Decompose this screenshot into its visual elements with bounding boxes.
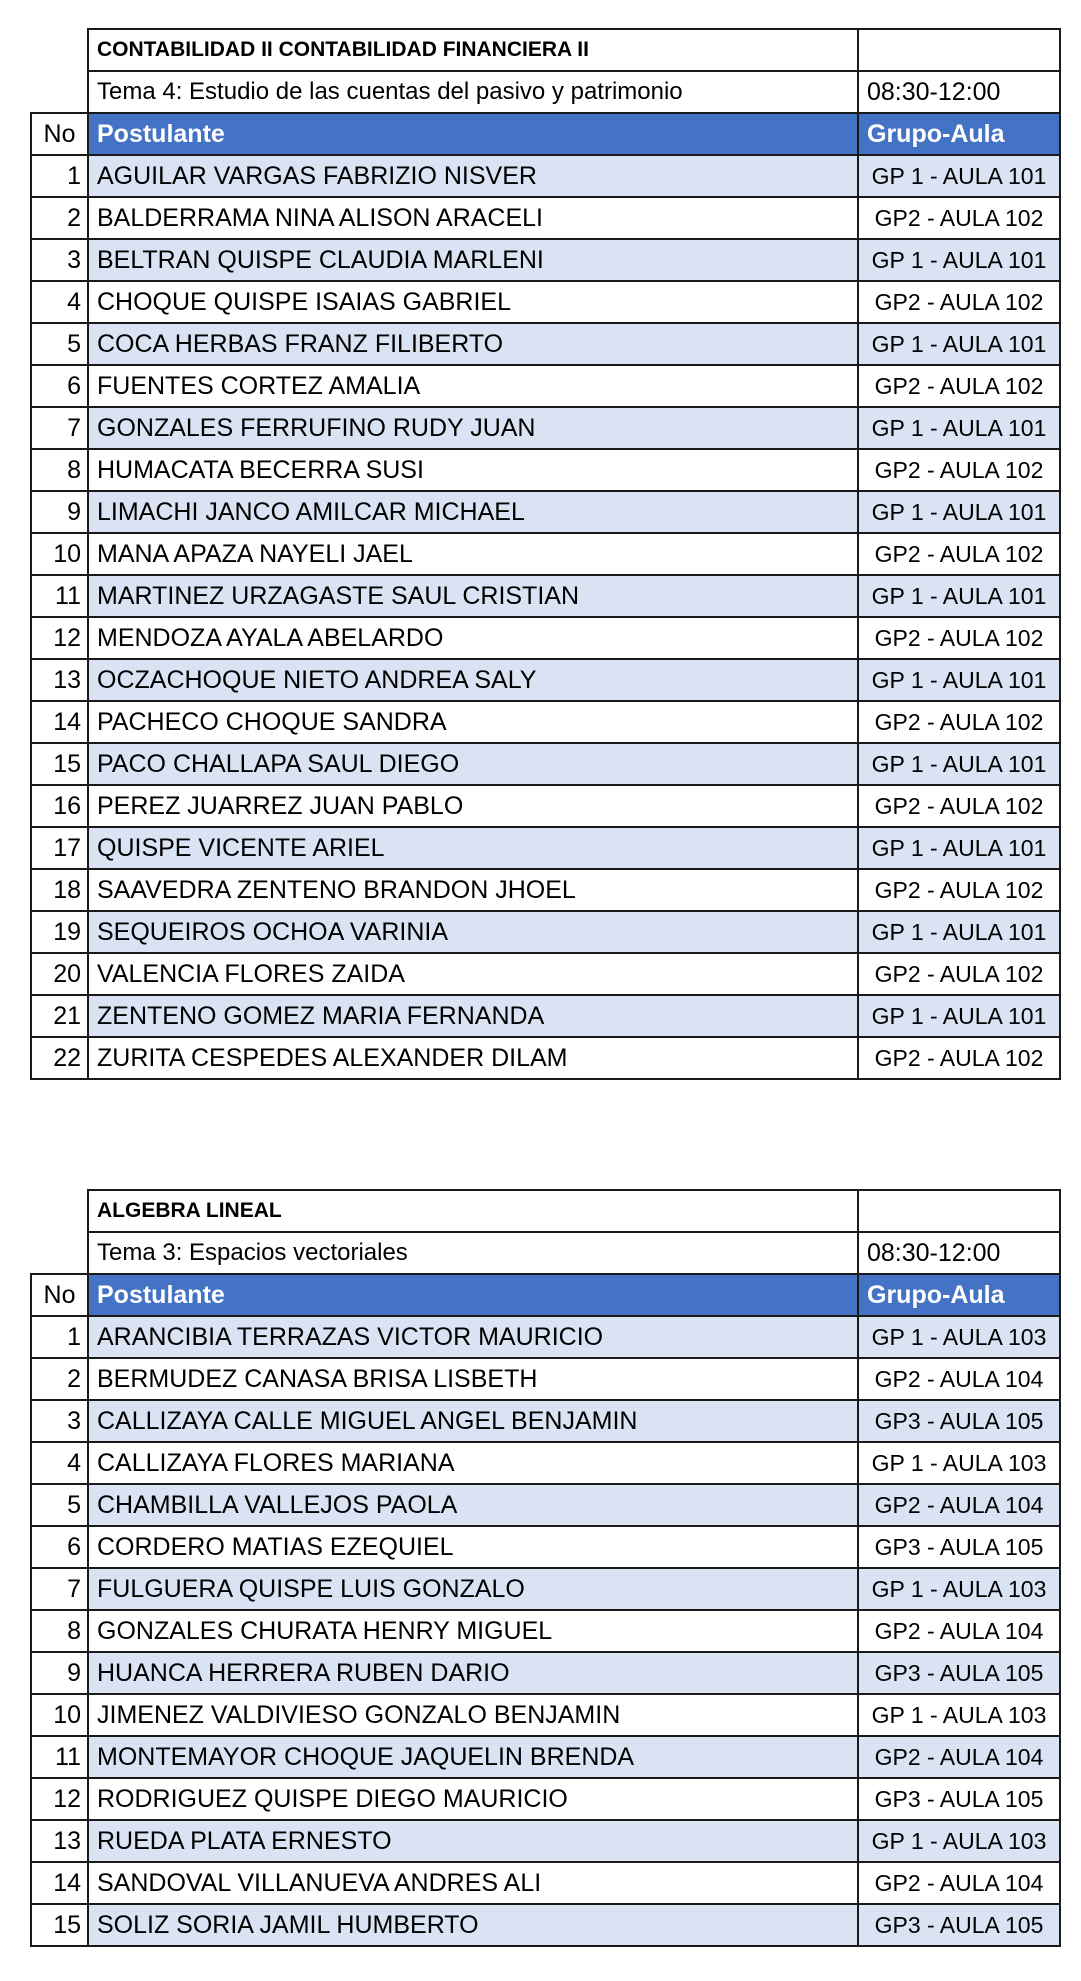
row-number: 10 (31, 533, 88, 575)
grupo-aula: GP 1 - AULA 101 (858, 323, 1060, 365)
postulante-name: ARANCIBIA TERRAZAS VICTOR MAURICIO (88, 1316, 858, 1358)
row-number: 15 (31, 743, 88, 785)
postulante-name: BERMUDEZ CANASA BRISA LISBETH (88, 1358, 858, 1400)
table-row (31, 1526, 1060, 1568)
row-number: 11 (31, 1736, 88, 1778)
postulante-name: LIMACHI JANCO AMILCAR MICHAEL (88, 491, 858, 533)
postulante-name: ZENTENO GOMEZ MARIA FERNANDA (88, 995, 858, 1037)
table-row (31, 701, 1060, 743)
grupo-aula: GP 1 - AULA 101 (858, 407, 1060, 449)
table-header-row (31, 1274, 1060, 1316)
table-row (31, 1610, 1060, 1652)
row-number: 20 (31, 953, 88, 995)
row-number: 5 (31, 323, 88, 365)
postulante-name: MENDOZA AYALA ABELARDO (88, 617, 858, 659)
row-number: 8 (31, 1610, 88, 1652)
row-number: 14 (31, 1862, 88, 1904)
grupo-aula: GP3 - AULA 105 (858, 1652, 1060, 1694)
row-number: 10 (31, 1694, 88, 1736)
row-number: 9 (31, 1652, 88, 1694)
grupo-aula: GP 1 - AULA 103 (858, 1316, 1060, 1358)
table-row (31, 197, 1060, 239)
table-row (31, 659, 1060, 701)
postulante-name: FULGUERA QUISPE LUIS GONZALO (88, 1568, 858, 1610)
table-row (31, 743, 1060, 785)
postulante-name: VALENCIA FLORES ZAIDA (88, 953, 858, 995)
grupo-aula: GP 1 - AULA 101 (858, 575, 1060, 617)
postulante-name: GONZALES CHURATA HENRY MIGUEL (88, 1610, 858, 1652)
grupo-aula: GP3 - AULA 105 (858, 1400, 1060, 1442)
grupo-aula: GP 1 - AULA 101 (858, 995, 1060, 1037)
section-title: ALGEBRA LINEAL (88, 1190, 858, 1232)
table-row (31, 869, 1060, 911)
schedule-table-algebra (30, 1189, 1061, 1947)
grupo-aula: GP 1 - AULA 101 (858, 827, 1060, 869)
section-time: 08:30-12:00 (858, 71, 1060, 113)
table-row (31, 323, 1060, 365)
postulante-name: CALLIZAYA FLORES MARIANA (88, 1442, 858, 1484)
section-topic: Tema 4: Estudio de las cuentas del pasivo y patrimonio (88, 71, 858, 113)
table-row (31, 1037, 1060, 1079)
grupo-aula: GP3 - AULA 105 (858, 1904, 1060, 1946)
postulante-name: HUMACATA BECERRA SUSI (88, 449, 858, 491)
grupo-aula: GP 1 - AULA 101 (858, 743, 1060, 785)
grupo-aula: GP 1 - AULA 101 (858, 911, 1060, 953)
grupo-aula: GP2 - AULA 104 (858, 1358, 1060, 1400)
header-name: Postulante (88, 113, 858, 155)
postulante-name: CHOQUE QUISPE ISAIAS GABRIEL (88, 281, 858, 323)
postulante-name: ZURITA CESPEDES ALEXANDER DILAM (88, 1037, 858, 1079)
table-row (31, 911, 1060, 953)
postulante-name: BALDERRAMA NINA ALISON ARACELI (88, 197, 858, 239)
postulante-name: PACHECO CHOQUE SANDRA (88, 701, 858, 743)
table-row (31, 1862, 1060, 1904)
grupo-aula: GP2 - AULA 102 (858, 449, 1060, 491)
table-row (31, 491, 1060, 533)
table-row (31, 1484, 1060, 1526)
row-number: 6 (31, 1526, 88, 1568)
row-number: 2 (31, 197, 88, 239)
postulante-name: MANA APAZA NAYELI JAEL (88, 533, 858, 575)
grupo-aula: GP 1 - AULA 103 (858, 1694, 1060, 1736)
section-topic: Tema 3: Espacios vectoriales (88, 1232, 858, 1274)
grupo-aula: GP2 - AULA 102 (858, 197, 1060, 239)
table-row (31, 575, 1060, 617)
row-number: 16 (31, 785, 88, 827)
grupo-aula: GP2 - AULA 102 (858, 785, 1060, 827)
row-number: 7 (31, 1568, 88, 1610)
postulante-name: CORDERO MATIAS EZEQUIEL (88, 1526, 858, 1568)
postulante-name: RUEDA PLATA ERNESTO (88, 1820, 858, 1862)
table-row (31, 1736, 1060, 1778)
table-header-row (31, 113, 1060, 155)
postulante-name: SEQUEIROS OCHOA VARINIA (88, 911, 858, 953)
grupo-aula: GP2 - AULA 102 (858, 281, 1060, 323)
header-name: Postulante (88, 1274, 858, 1316)
postulante-name: SANDOVAL VILLANUEVA ANDRES ALI (88, 1862, 858, 1904)
grupo-aula: GP2 - AULA 102 (858, 953, 1060, 995)
grupo-aula: GP2 - AULA 102 (858, 869, 1060, 911)
table-row (31, 1820, 1060, 1862)
table-row (31, 1358, 1060, 1400)
row-number: 15 (31, 1904, 88, 1946)
table-row (31, 1904, 1060, 1946)
table-row (31, 827, 1060, 869)
row-number: 5 (31, 1484, 88, 1526)
table-row (31, 1694, 1060, 1736)
postulante-name: HUANCA HERRERA RUBEN DARIO (88, 1652, 858, 1694)
postulante-name: AGUILAR VARGAS FABRIZIO NISVER (88, 155, 858, 197)
postulante-name: SAAVEDRA ZENTENO BRANDON JHOEL (88, 869, 858, 911)
grupo-aula: GP2 - AULA 104 (858, 1484, 1060, 1526)
header-group: Grupo-Aula (858, 1274, 1060, 1316)
table-row (31, 533, 1060, 575)
section-title-row (31, 1190, 1060, 1232)
row-number: 17 (31, 827, 88, 869)
table-row (31, 239, 1060, 281)
table-row (31, 281, 1060, 323)
postulante-name: QUISPE VICENTE ARIEL (88, 827, 858, 869)
grupo-aula: GP 1 - AULA 101 (858, 659, 1060, 701)
grupo-aula: GP 1 - AULA 101 (858, 155, 1060, 197)
row-number: 8 (31, 449, 88, 491)
postulante-name: COCA HERBAS FRANZ FILIBERTO (88, 323, 858, 365)
row-number: 4 (31, 1442, 88, 1484)
header-no: No (31, 113, 88, 155)
grupo-aula: GP3 - AULA 105 (858, 1778, 1060, 1820)
header-no: No (31, 1274, 88, 1316)
header-group: Grupo-Aula (858, 113, 1060, 155)
table-row (31, 953, 1060, 995)
row-number: 18 (31, 869, 88, 911)
grupo-aula: GP 1 - AULA 101 (858, 491, 1060, 533)
row-number: 6 (31, 365, 88, 407)
grupo-aula: GP2 - AULA 102 (858, 1037, 1060, 1079)
row-number: 2 (31, 1358, 88, 1400)
postulante-name: PEREZ JUARREZ JUAN PABLO (88, 785, 858, 827)
postulante-name: PACO CHALLAPA SAUL DIEGO (88, 743, 858, 785)
row-number: 1 (31, 155, 88, 197)
row-number: 1 (31, 1316, 88, 1358)
table-row (31, 617, 1060, 659)
row-number: 22 (31, 1037, 88, 1079)
section-topic-row (31, 1232, 1060, 1274)
table-row (31, 365, 1060, 407)
row-number: 21 (31, 995, 88, 1037)
table-row (31, 1442, 1060, 1484)
grupo-aula: GP 1 - AULA 103 (858, 1568, 1060, 1610)
table-row (31, 1778, 1060, 1820)
section-topic-row (31, 71, 1060, 113)
table-body (31, 155, 1060, 1079)
row-number: 19 (31, 911, 88, 953)
table-row (31, 1316, 1060, 1358)
row-number: 9 (31, 491, 88, 533)
grupo-aula: GP2 - AULA 102 (858, 533, 1060, 575)
row-number: 4 (31, 281, 88, 323)
row-number: 7 (31, 407, 88, 449)
row-number: 3 (31, 239, 88, 281)
postulante-name: OCZACHOQUE NIETO ANDREA SALY (88, 659, 858, 701)
grupo-aula: GP 1 - AULA 103 (858, 1442, 1060, 1484)
section-time: 08:30-12:00 (858, 1232, 1060, 1274)
grupo-aula: GP2 - AULA 104 (858, 1736, 1060, 1778)
postulante-name: MARTINEZ URZAGASTE SAUL CRISTIAN (88, 575, 858, 617)
postulante-name: FUENTES CORTEZ AMALIA (88, 365, 858, 407)
grupo-aula: GP2 - AULA 104 (858, 1862, 1060, 1904)
row-number: 11 (31, 575, 88, 617)
postulante-name: CALLIZAYA CALLE MIGUEL ANGEL BENJAMIN (88, 1400, 858, 1442)
table-row (31, 449, 1060, 491)
section-title: CONTABILIDAD II CONTABILIDAD FINANCIERA II (88, 29, 858, 71)
row-number: 13 (31, 1820, 88, 1862)
table-row (31, 407, 1060, 449)
row-number: 13 (31, 659, 88, 701)
table-row (31, 995, 1060, 1037)
postulante-name: BELTRAN QUISPE CLAUDIA MARLENI (88, 239, 858, 281)
grupo-aula: GP2 - AULA 102 (858, 365, 1060, 407)
section-title-row (31, 29, 1060, 71)
row-number: 14 (31, 701, 88, 743)
postulante-name: JIMENEZ VALDIVIESO GONZALO BENJAMIN (88, 1694, 858, 1736)
grupo-aula: GP2 - AULA 104 (858, 1610, 1060, 1652)
table-row (31, 785, 1060, 827)
table-row (31, 1400, 1060, 1442)
schedule-table-contabilidad (30, 28, 1061, 1080)
postulante-name: GONZALES FERRUFINO RUDY JUAN (88, 407, 858, 449)
grupo-aula: GP3 - AULA 105 (858, 1526, 1060, 1568)
table-row (31, 155, 1060, 197)
row-number: 12 (31, 1778, 88, 1820)
grupo-aula: GP 1 - AULA 101 (858, 239, 1060, 281)
grupo-aula: GP2 - AULA 102 (858, 617, 1060, 659)
row-number: 3 (31, 1400, 88, 1442)
postulante-name: MONTEMAYOR CHOQUE JAQUELIN BRENDA (88, 1736, 858, 1778)
postulante-name: SOLIZ SORIA JAMIL HUMBERTO (88, 1904, 858, 1946)
postulante-name: CHAMBILLA VALLEJOS PAOLA (88, 1484, 858, 1526)
grupo-aula: GP2 - AULA 102 (858, 701, 1060, 743)
table-row (31, 1568, 1060, 1610)
row-number: 12 (31, 617, 88, 659)
postulante-name: RODRIGUEZ QUISPE DIEGO MAURICIO (88, 1778, 858, 1820)
table-row (31, 1652, 1060, 1694)
table-body (31, 1316, 1060, 1946)
grupo-aula: GP 1 - AULA 103 (858, 1820, 1060, 1862)
